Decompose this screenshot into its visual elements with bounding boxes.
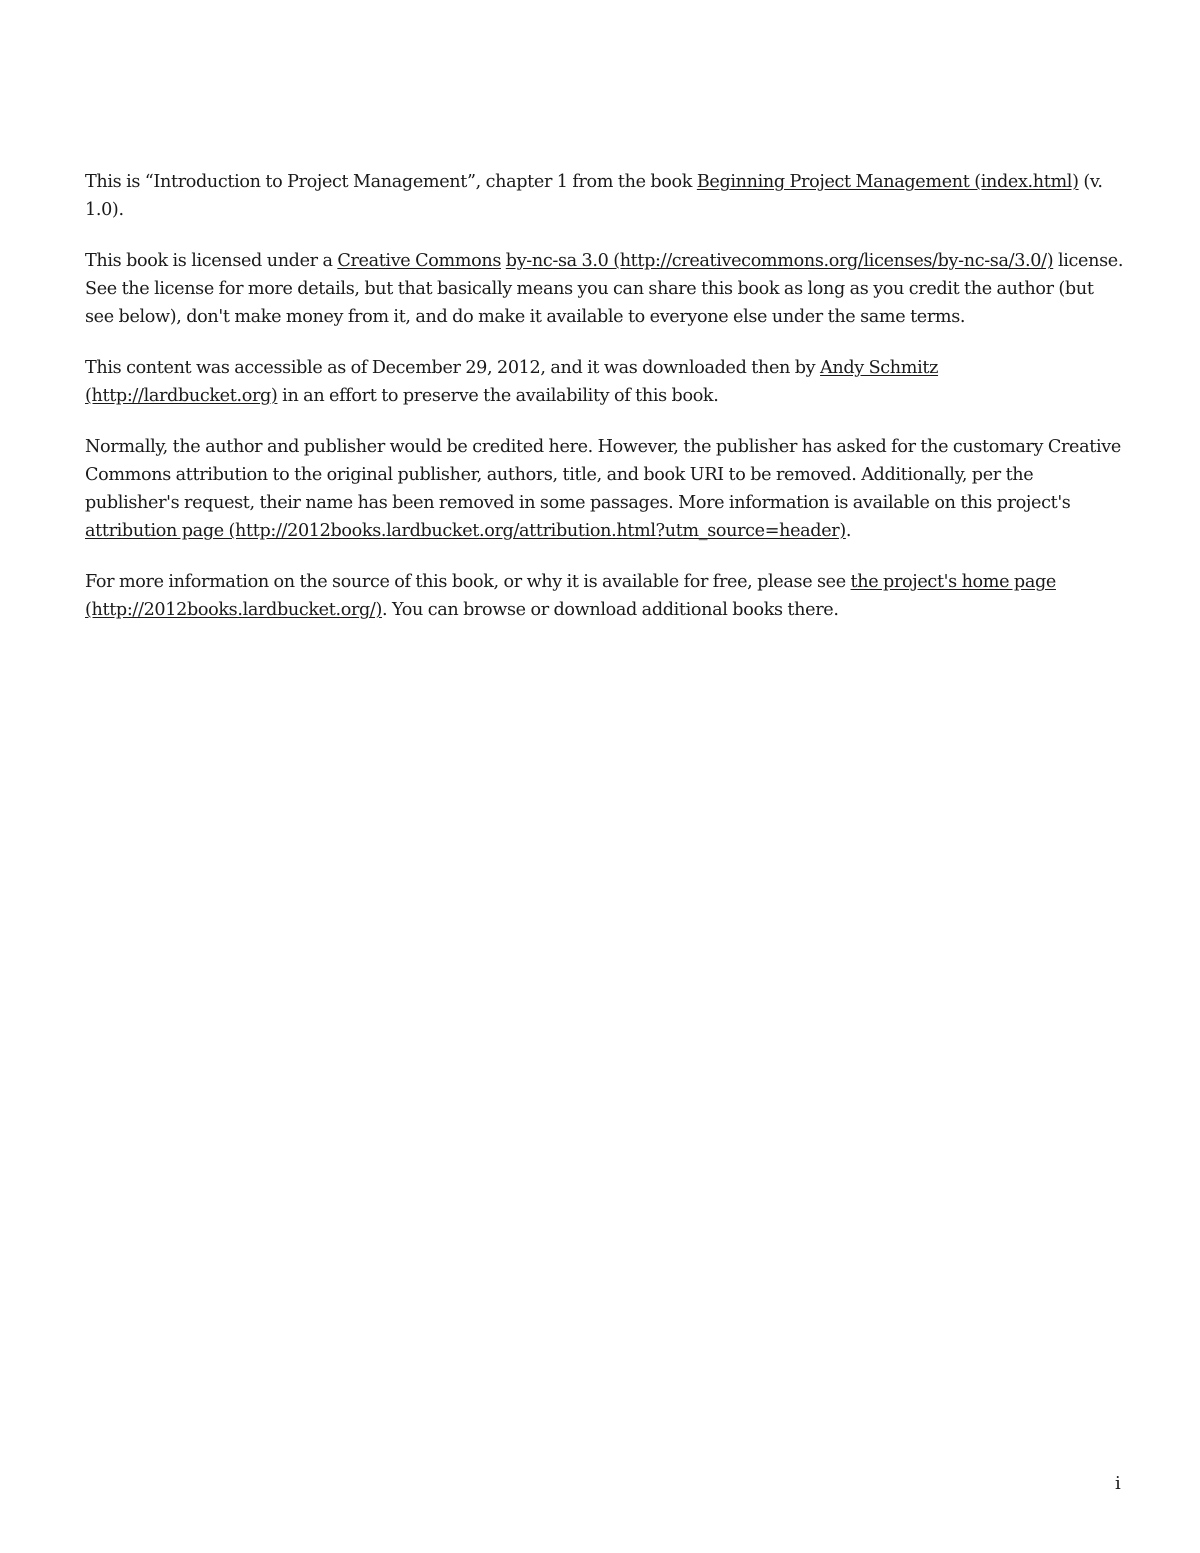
source-paragraph [85, 568, 1125, 624]
accessibility-paragraph [85, 354, 1125, 410]
license-paragraph [85, 247, 1125, 331]
source-text-start: For more information on the source of this book, or why it is available for free, please see [85, 572, 851, 592]
andy-schmitz-link[interactable]: Andy Schmitz (http://lardbucket.org) [85, 358, 939, 406]
source-text-end: . You can browse or download additional books there. [382, 600, 839, 620]
document-body [85, 168, 1125, 647]
version-text: (v. 1.0). [85, 172, 1103, 220]
attribution-page-link[interactable]: attribution page (http://2012books.lardbucket.org/attribution.html?utm_source=header) [85, 521, 846, 541]
book-index-link[interactable]: Beginning Project Management (index.html) [696, 172, 1079, 192]
creative-commons-link[interactable]: Creative Commons [337, 251, 502, 271]
home-page-link[interactable]: the project's home page (http://2012books.lardbucket.org/) [85, 572, 1056, 620]
accessibility-text-start: This content was accessible as of December 29, 2012, and it was downloaded then by [85, 358, 821, 378]
intro-paragraph [85, 168, 1125, 224]
accessibility-text-end: in an effort to preserve the availability of this book. [277, 386, 719, 406]
intro-text: This is “Introduction to Project Management”, chapter 1 from the book [85, 172, 697, 192]
attribution-paragraph [85, 433, 1125, 545]
attribution-text-end: . [845, 521, 852, 541]
license-text-end: license. See the license for more details, but that basically means you can share this book as long as you credit the author (but see below), don't make money from it, and do make it available to everyone else under the same terms. [85, 251, 1124, 327]
attribution-text-start: Normally, the author and publisher would be credited here. However, the publisher has asked for the customary Creative Commons attribution to the original publisher, authors, title, and book URI to be removed. Additionally, per the publisher's request, their name has been removed in some passages. More information is available on this project's [85, 437, 1121, 513]
license-url-link[interactable]: by-nc-sa 3.0 (http://creativecommons.org/licenses/by-nc-sa/3.0/) [505, 251, 1054, 271]
page-number: i [1115, 1473, 1121, 1494]
license-text-start: This book is licensed under a [85, 251, 338, 271]
